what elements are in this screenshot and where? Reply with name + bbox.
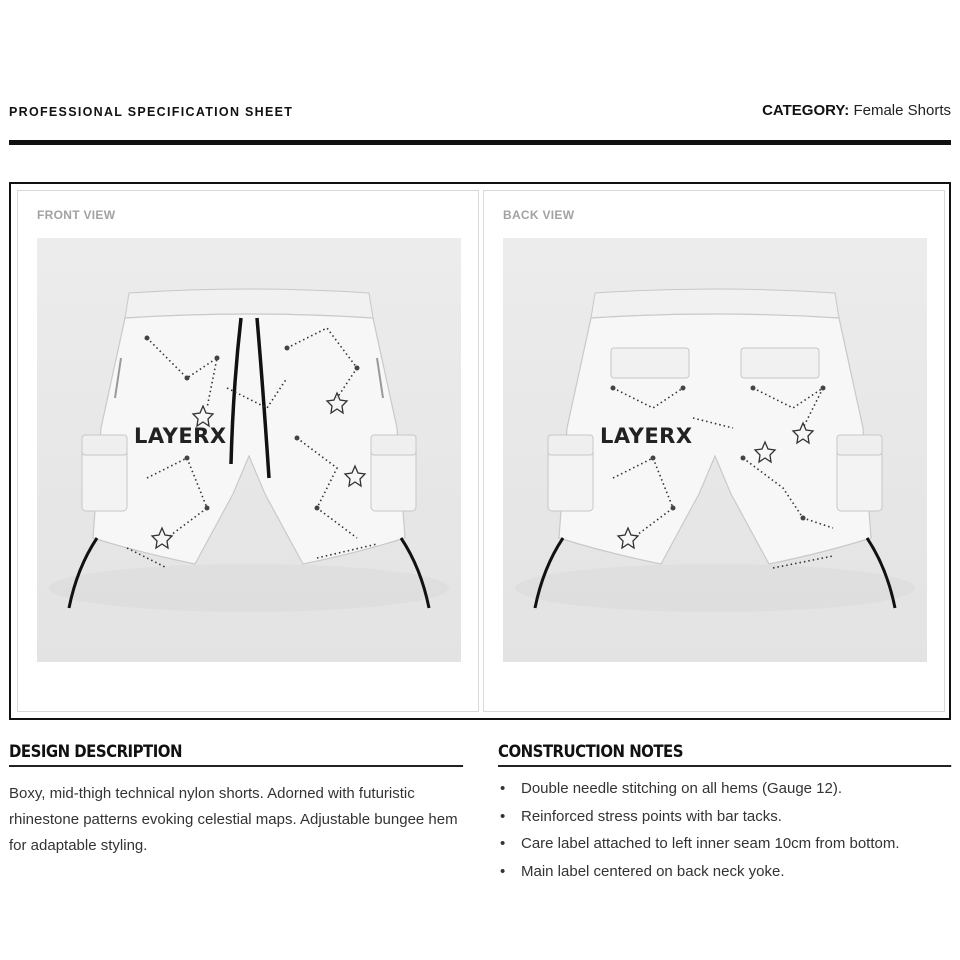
- list-item: • Reinforced stress points with bar tacks.: [498, 803, 951, 831]
- construction-notes-section: [498, 742, 951, 885]
- design-description-heading: DESIGN DESCRIPTION: [9, 742, 463, 767]
- header-rule: [9, 140, 951, 145]
- back-view-image: [503, 238, 927, 662]
- front-brand-print: LAYERX: [134, 424, 227, 448]
- category-label: CATEGORY:: [762, 102, 850, 119]
- back-view-panel: [483, 190, 945, 712]
- design-description-section: [9, 742, 463, 859]
- front-view-label: FRONT VIEW: [37, 208, 116, 222]
- front-shorts-illustration: [37, 238, 461, 662]
- list-item: • Care label attached to left inner seam 10cm from bottom.: [498, 830, 951, 858]
- front-view-panel: [17, 190, 479, 712]
- views-frame: [9, 182, 951, 720]
- back-brand-print: LAYERX: [600, 424, 693, 448]
- construction-notes-heading: CONSTRUCTION NOTES: [498, 742, 951, 767]
- design-description-text: Boxy, mid-thigh technical nylon shorts. Adorned with futuristic rhinestone patterns evoking celestial maps. Adjustable bungee hem for adaptable styling.: [9, 785, 458, 854]
- list-item: • Double needle stitching on all hems (Gauge 12).: [498, 775, 951, 803]
- back-view-label: BACK VIEW: [503, 208, 575, 222]
- list-item: • Main label centered on back neck yoke.: [498, 858, 951, 886]
- category-value: Female Shorts: [853, 102, 951, 119]
- front-view-image: [37, 238, 461, 662]
- category-line: [762, 102, 951, 119]
- sheet-title: PROFESSIONAL SPECIFICATION SHEET: [9, 105, 294, 119]
- back-shorts-illustration: [503, 238, 927, 662]
- construction-notes-list: [498, 775, 951, 885]
